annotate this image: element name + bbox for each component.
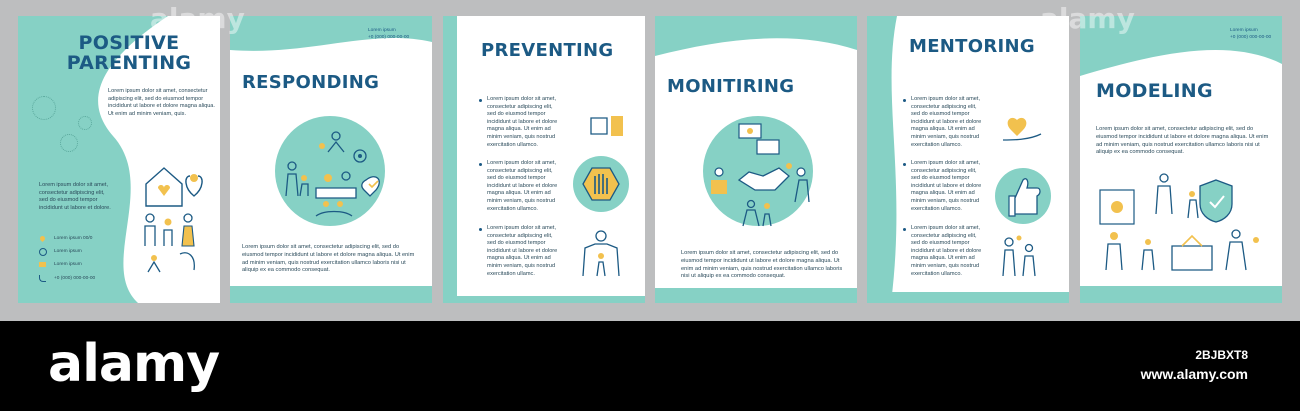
contact-phone: +0 (000) 000-00-00 xyxy=(54,276,96,281)
page-title: MODELING xyxy=(1096,80,1213,102)
side-wave xyxy=(867,16,907,303)
family-home-icon xyxy=(136,154,216,274)
bottom-band xyxy=(867,292,1069,303)
bullet-marker xyxy=(479,99,482,102)
modeling-group-icon xyxy=(1092,166,1272,276)
secondary-text: Lorem ipsum dolor sit amet, consectetur adipiscing elit, sed do eiusmod tempor incididunt ut labore et dolore. xyxy=(39,182,111,211)
brochure-page-mentoring xyxy=(867,16,1069,303)
bullet-marker xyxy=(903,99,906,102)
bullet-text: Lorem ipsum dolor sit amet, consectetur adipiscing elit, sed do eiusmod tempor incididunt ut labore et dolore magna aliqua. Ut enim ad minim veniam, quis nostrud exercitation ullamc. xyxy=(487,225,558,277)
header-phone: +0 (000) 000-00-00 xyxy=(368,35,410,40)
side-band xyxy=(443,16,457,303)
globe-icon xyxy=(39,248,47,256)
page-title: MONITIRING xyxy=(667,76,795,97)
page-title: RESPONDING xyxy=(242,72,380,93)
bottom-band xyxy=(230,286,432,303)
intro-text: Lorem ipsum dolor sit amet, consectetur adipiscing elit, sed do eiusmod tempor incididunt ut labore et dolore magna aliqua. Ut enim ad minim veniam, quis. xyxy=(108,88,215,117)
handshake-monitoring-icon xyxy=(689,110,829,230)
decor-ring xyxy=(60,134,78,152)
bullet-marker xyxy=(479,228,482,231)
brochure-page-modeling xyxy=(1080,16,1282,303)
header-phone: +0 (000) 000-00-00 xyxy=(1230,35,1272,40)
decor-ring xyxy=(78,116,92,130)
bullet-text: Lorem ipsum dolor sit amet, consectetur adipiscing elit, sed do eiusmod tempor incididunt ut labore et dolore magna aliqua. Ut enim ad minim veniam, quis nostrud exercitation ullamco. xyxy=(911,96,982,148)
page-title: POSITIVE PARENTING xyxy=(66,32,192,74)
site-url[interactable]: www.alamy.com xyxy=(1140,366,1248,382)
decor-ring xyxy=(32,96,56,120)
alamy-logo: alamy xyxy=(48,334,220,394)
body-text: Lorem ipsum dolor sit amet, consectetur adipiscing elit, sed do eiusmod tempor incididunt ut labore et dolore magna aliqua. Ut enim ad minim veniam, quis nostrud exercitation ullamco laboris nisi ut aliquip ex ea commodo consequat. xyxy=(242,244,415,274)
top-wave xyxy=(230,16,432,66)
brochure-page-preventing xyxy=(443,16,645,303)
bullet-marker xyxy=(903,163,906,166)
brochure-page-responding xyxy=(230,16,432,303)
top-wave xyxy=(655,16,857,66)
brochure-page-monitoring xyxy=(655,16,857,303)
bullet-text: Lorem ipsum dolor sit amet, consectetur adipiscing elit, sed do eiusmod tempor incididunt ut labore et dolore magna aliqua. Ut enim ad minim veniam, quis nostrud exercitation ullamco. xyxy=(487,160,558,212)
bottom-band xyxy=(1080,286,1282,303)
bottom-band xyxy=(443,296,645,303)
bullet-text: Lorem ipsum dolor sit amet, consectetur adipiscing elit, sed do eiusmod tempor incididunt ut labore et dolore magna aliqua. Ut enim ad minim veniam, quis nostrud exercitation ullamco. xyxy=(487,96,558,148)
page-title: PREVENTING xyxy=(481,40,614,61)
bullet-text: Lorem ipsum dolor sit amet, consectetur adipiscing elit, sed do eiusmod tempor incididunt ut labore et dolore magna aliqua. Ut enim ad minim veniam, quis nostrud exercitation ullamco. xyxy=(911,160,982,212)
watermark: alamy xyxy=(1040,2,1135,35)
header-label: Lorem ipsum xyxy=(1230,28,1258,33)
brochure-page-positive-parenting xyxy=(18,16,220,303)
image-id: 2BJBXT8 xyxy=(1195,348,1248,362)
contact-address: Lorem ipsum 00/0 xyxy=(54,236,93,241)
page-title: MENTORING xyxy=(909,36,1035,57)
contact-email: Lorem ipsum xyxy=(54,262,82,267)
mail-icon xyxy=(39,262,46,267)
thumbs-up-icon xyxy=(993,100,1057,280)
header-label: Lorem ipsum xyxy=(368,28,396,33)
stop-hand-icon xyxy=(571,96,631,281)
bullet-text: Lorem ipsum dolor sit amet, consectetur adipiscing elit, sed do eiusmod tempor incididunt ut labore et dolore magna aliqua. Ut enim ad minim veniam, quis nostrud exercitation ullamco. xyxy=(911,225,982,277)
bullet-marker xyxy=(479,163,482,166)
phone-icon xyxy=(39,275,46,282)
watermark: alamy xyxy=(150,2,245,35)
bullet-marker xyxy=(903,228,906,231)
body-text: Lorem ipsum dolor sit amet, consectetur adipiscing elit, sed do eiusmod tempor incididunt ut labore et dolore magna aliqua. Ut enim ad minim veniam, quis nostrud exercitation ullamco laboris nisi ut aliquip ex ea commodo consequat. xyxy=(681,250,843,280)
bottom-band xyxy=(655,288,857,303)
responding-family-icon xyxy=(266,116,396,226)
body-text: Lorem ipsum dolor sit amet, consectetur adipiscing elit, sed do eiusmod tempor incididunt ut labore et dolore magna aliqua. Ut enim ad minim veniam, quis nostrud exercitation ullamco laboris nisi ut aliquip ex ea commodo consequat. xyxy=(1096,126,1269,156)
contact-website: Lorem ipsum xyxy=(54,249,82,254)
